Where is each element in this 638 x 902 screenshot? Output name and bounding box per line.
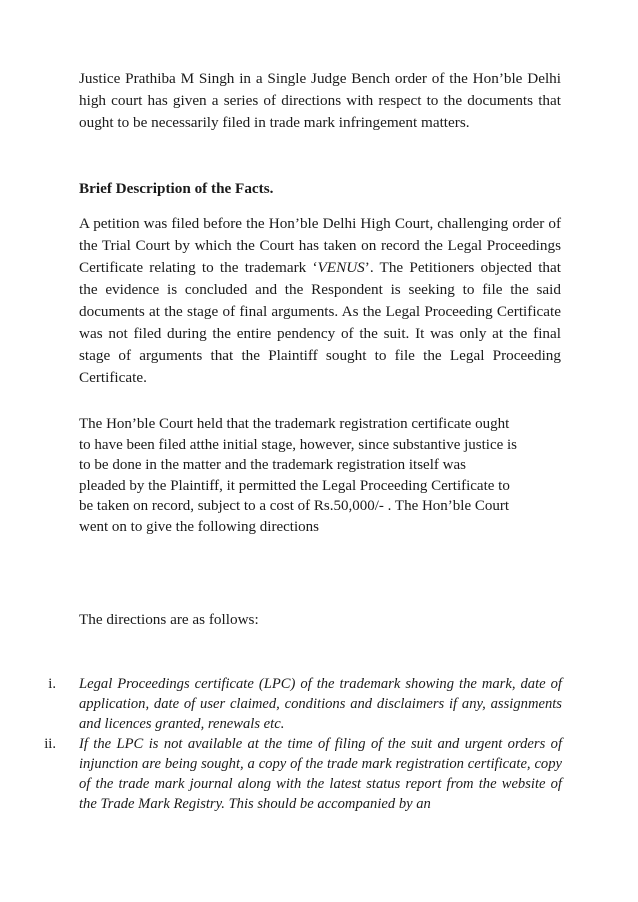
holding-line: to be done in the matter and the trademark registration itself was xyxy=(79,457,466,473)
directions-intro-section xyxy=(79,609,561,631)
list-item-text: If the LPC is not available at the time of filing of the suit and urgent orders of injunction are being sought, a copy of the trade mark registration certificate, copy of the trade mark journal along with the latest status report from the website of the Trade Mark Registry. This should be accompanied by an xyxy=(79,736,562,812)
list-item xyxy=(36,734,562,814)
facts-heading-section xyxy=(79,180,561,198)
facts-text-after: ’. The Petitioners objected that the evidence is concluded and the Respondent is seeking to file the said documents at the stage of final arguments. As the Legal Proceeding Certificate was not filed during the entire pendency of the suit. It was only at the final stage of arguments that the Plaintiff sought to file the Legal Proceeding Certificate. xyxy=(79,259,561,386)
list-item xyxy=(36,674,562,734)
holding-section xyxy=(79,414,561,537)
holding-line: The Hon’ble Court held that the trademark registration certificate ought xyxy=(79,416,510,432)
list-item-number: ii. xyxy=(44,736,56,752)
facts-heading: Brief Description of the Facts. xyxy=(79,180,274,197)
trademark-name: VENUS xyxy=(317,259,365,276)
facts-section xyxy=(79,213,561,389)
holding-line: to have been filed atthe initial stage, however, since substantive justice is xyxy=(79,436,518,453)
intro-paragraph: Justice Prathiba M Singh in a Single Judge Bench order of the Hon’ble Delhi high court has given a series of directions with respect to the documents that ought to be necessarily filed in trade mark infringement matters. xyxy=(79,70,561,131)
intro-section xyxy=(79,68,561,134)
list-item-text: Legal Proceedings certificate (LPC) of the trademark showing the mark, date of application, date of user claimed, conditions and disclaimers if any, assignments and licences granted, renewals etc. xyxy=(79,676,562,732)
holding-line: be taken on record, subject to a cost of Rs.50,000/- . The Hon’ble Court xyxy=(79,498,510,514)
directions-intro: The directions are as follows: xyxy=(79,611,259,628)
facts-paragraph xyxy=(79,213,561,389)
holding-line: went on to give the following directions xyxy=(79,518,319,535)
holding-line: pleaded by the Plaintiff, it permitted the Legal Proceeding Certificate to xyxy=(79,477,510,494)
facts-text-before: A petition was filed before the Hon’ble Delhi High Court, challenging order of the Trial Court by which the Court has taken on record the Legal Proceedings Certificate relating to the trademark ‘ xyxy=(79,215,561,276)
list-item-number: i. xyxy=(48,676,56,692)
directions-list xyxy=(36,674,562,814)
